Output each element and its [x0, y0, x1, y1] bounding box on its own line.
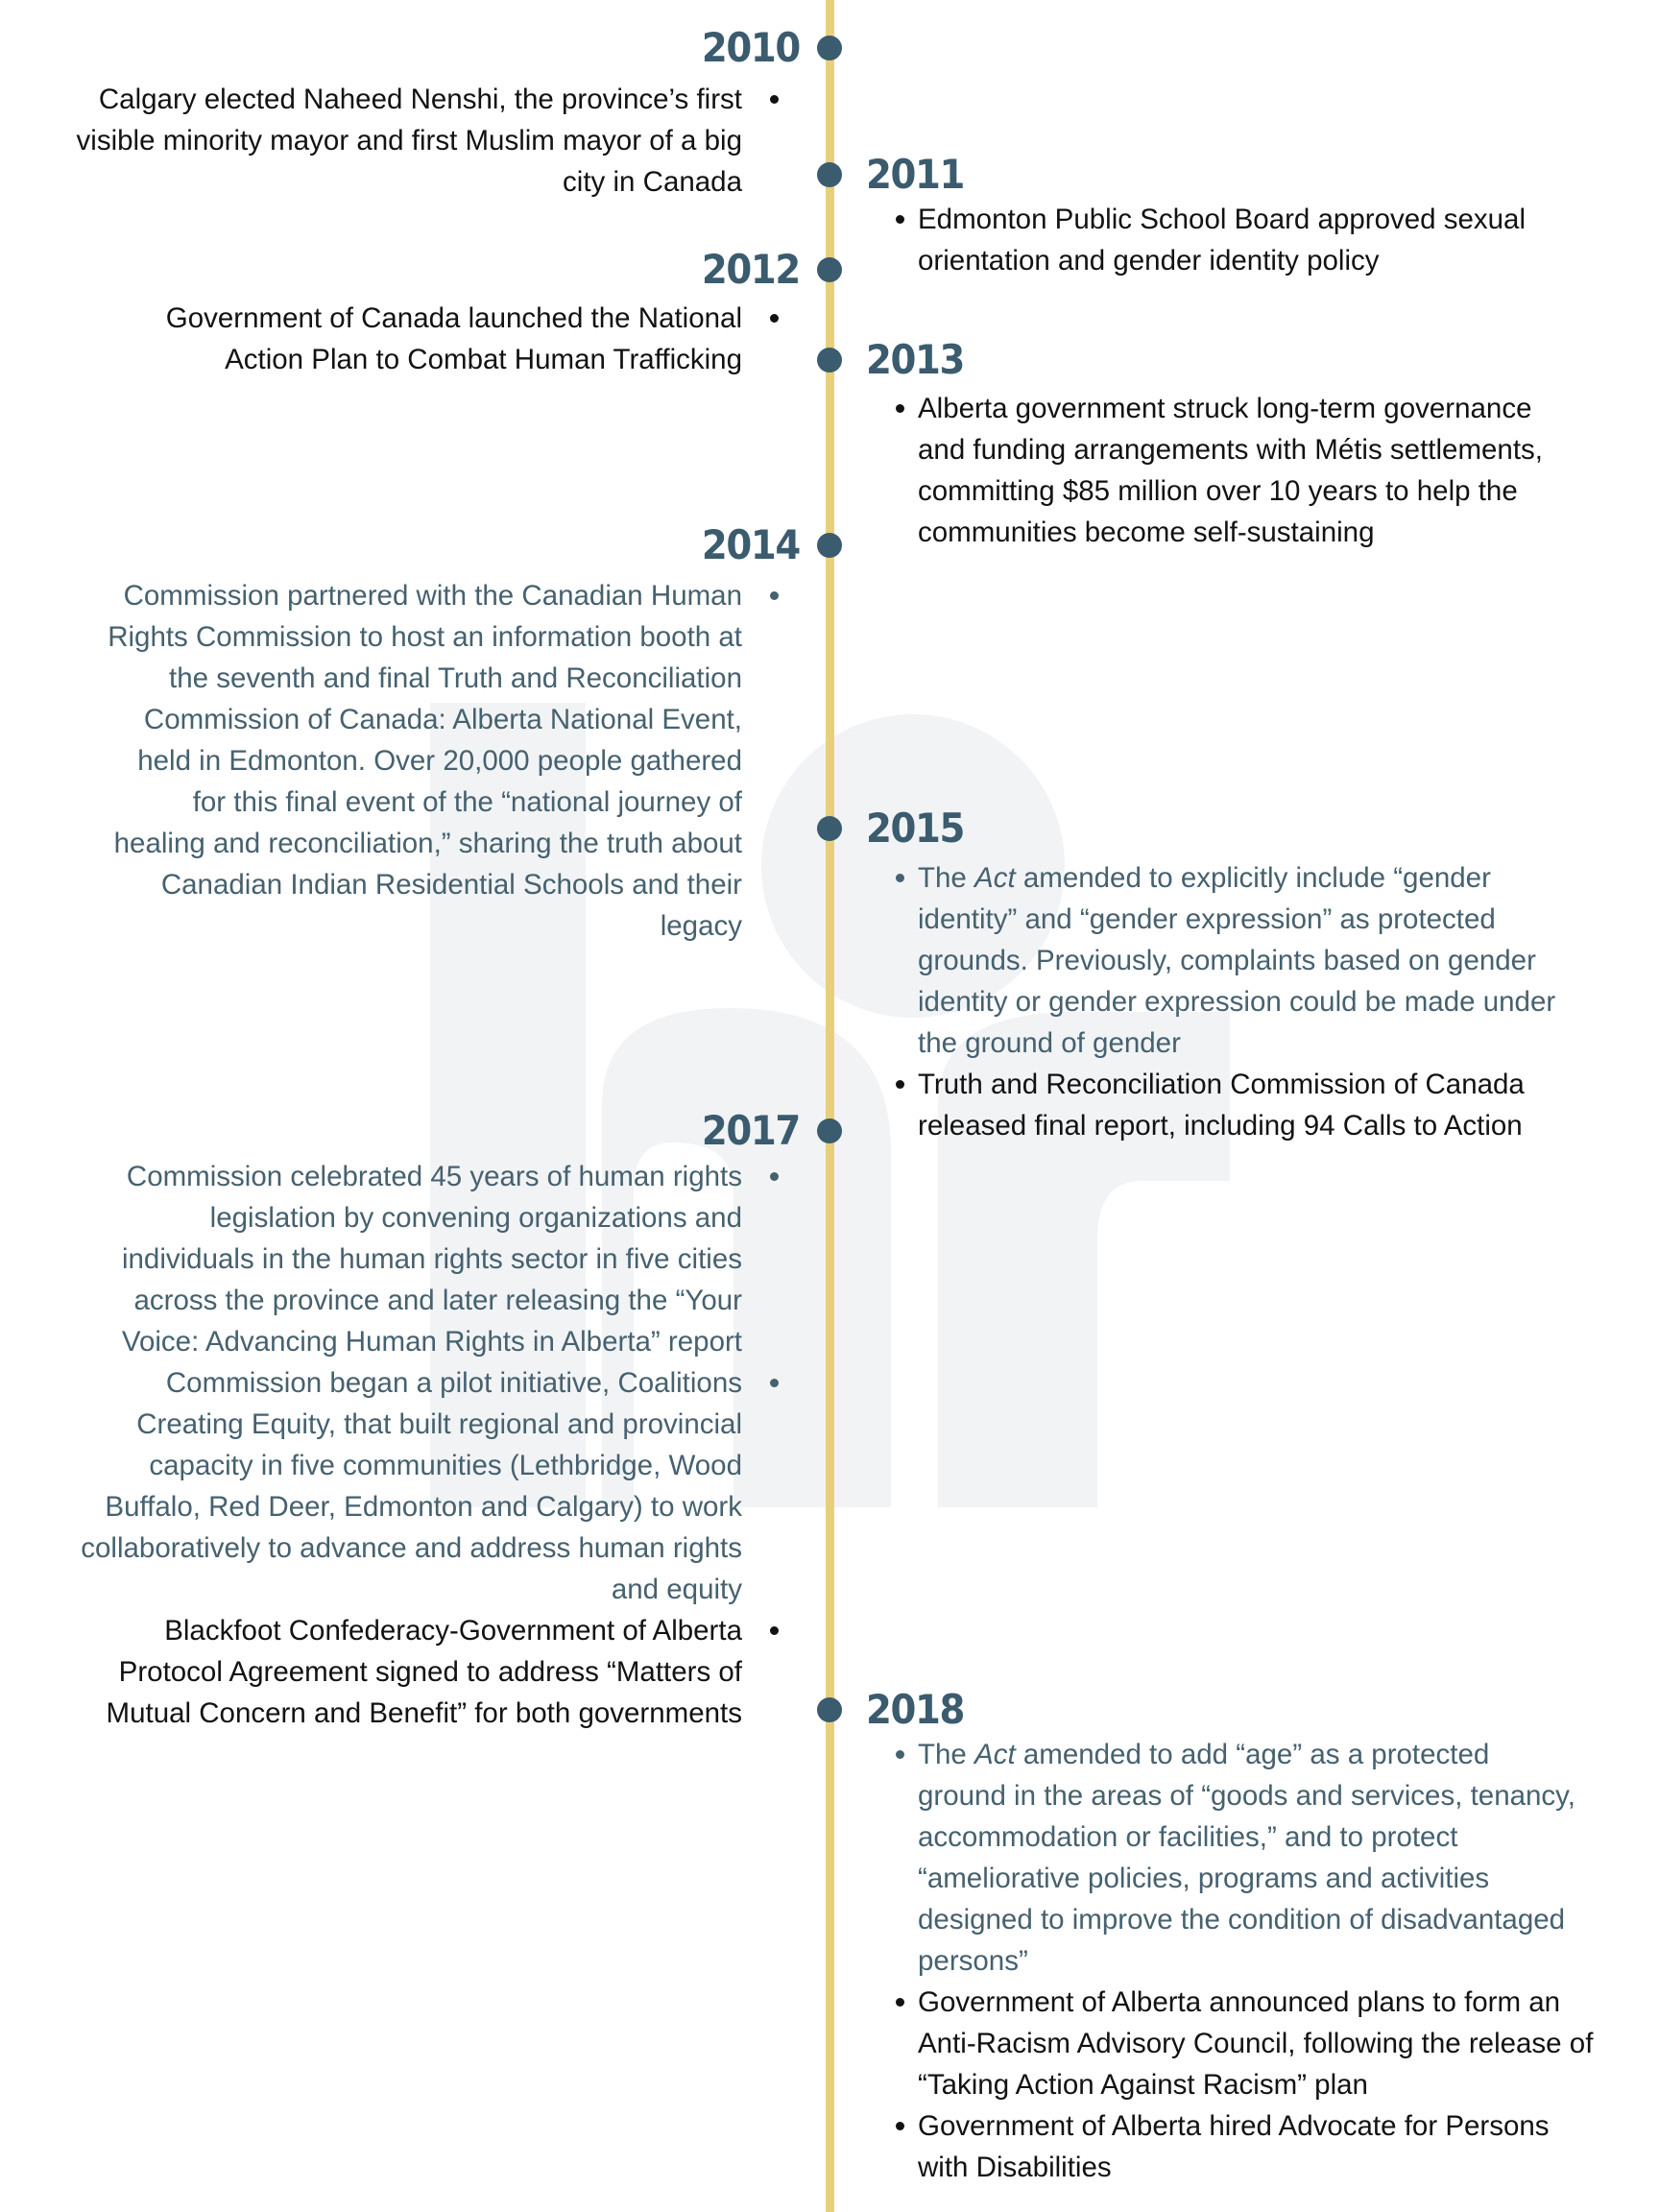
event-text-line: accommodation or facilities,” and to protect [918, 1821, 1458, 1853]
event-list [12, 1156, 742, 1734]
event-text-line: the seventh and final Truth and Reconciliation [169, 662, 742, 694]
bullet-icon [896, 1080, 904, 1089]
event-text-line: for this final event of the “national journey of [192, 786, 742, 818]
timeline-axis [826, 0, 834, 2212]
event-item [918, 2105, 1647, 2188]
event-text-line: The Act amended to explicitly include “gender [918, 862, 1491, 894]
event-text-line: Mutual Concern and Benefit” for both governments [106, 1697, 742, 1729]
year-label: 2013 [866, 336, 965, 383]
event-item [918, 388, 1647, 553]
event-text-line: collaboratively to advance and address human rights [81, 1532, 742, 1564]
event-text-line: “Taking Action Against Racism” plan [918, 2069, 1368, 2101]
event-list [918, 388, 1647, 553]
event-text-line: committing $85 million over 10 years to help the [918, 475, 1518, 507]
bullet-icon [896, 1750, 904, 1759]
event-text-line: Voice: Advancing Human Rights in Alberta” report [121, 1326, 742, 1358]
timeline-marker [817, 257, 842, 282]
event-text-line: identity” and “gender expression” as protected [918, 903, 1496, 935]
bullet-icon [896, 874, 904, 882]
event-item [12, 1362, 742, 1610]
event-text-line: the ground of gender [918, 1027, 1181, 1059]
event-text-line: Government of Alberta announced plans to form an [918, 1986, 1561, 2018]
event-item [12, 1610, 742, 1734]
event-text-line: held in Edmonton. Over 20,000 people gathered [137, 745, 742, 777]
event-text-line: ground in the areas of “goods and services, tenancy, [918, 1780, 1575, 1812]
timeline-marker [817, 533, 842, 558]
bullet-icon [770, 591, 779, 600]
event-list [12, 575, 742, 947]
italic-title: Act [974, 1739, 1016, 1770]
year-label: 2015 [866, 805, 965, 852]
event-text-line: Alberta government struck long-term governance [918, 393, 1532, 424]
event-item [12, 298, 742, 380]
event-item [12, 1156, 742, 1362]
event-list [12, 298, 742, 380]
event-text-line: Blackfoot Confederacy-Government of Alberta [164, 1615, 742, 1647]
event-text-line: identity or gender expression could be made under [918, 986, 1556, 1018]
event-text-line: individuals in the human rights sector in five cities [121, 1243, 742, 1275]
bullet-icon [896, 2122, 904, 2130]
event-text-line: legacy [660, 910, 742, 942]
event-list [918, 857, 1647, 1146]
timeline-marker [817, 1697, 842, 1722]
event-text-line: communities become self-sustaining [918, 517, 1375, 548]
event-list [918, 199, 1647, 281]
bullet-icon [896, 215, 904, 224]
bullet-icon [770, 1626, 779, 1635]
event-item [12, 79, 742, 203]
event-text-line: across the province and later releasing the “Your [133, 1285, 742, 1316]
event-text-line: Protocol Agreement signed to address “Matters of [118, 1656, 742, 1688]
event-text-line: healing and reconciliation,” sharing the truth about [113, 828, 742, 859]
year-label: 2010 [701, 24, 800, 71]
event-text-line: Commission of Canada: Alberta National Event, [143, 704, 742, 735]
bullet-icon [770, 314, 779, 323]
event-text-line: “ameliorative policies, programs and activities [918, 1863, 1490, 1894]
event-text-line: Calgary elected Naheed Nenshi, the province’s first [98, 84, 742, 115]
timeline-marker [817, 36, 842, 60]
event-text-line: released final report, including 94 Calls to Action [918, 1110, 1523, 1142]
event-text-line: Truth and Reconciliation Commission of Canada [918, 1069, 1525, 1100]
event-text-line: and funding arrangements with Métis settlements, [918, 434, 1543, 466]
timeline-marker [817, 348, 842, 373]
event-text-line: legislation by convening organizations and [209, 1202, 742, 1234]
event-text-line: city in Canada [563, 166, 742, 198]
event-text-line: Commission celebrated 45 years of human rights [126, 1161, 742, 1192]
bullet-icon [896, 1998, 904, 2007]
event-text-line: Edmonton Public School Board approved sexual [918, 204, 1527, 235]
timeline-marker [817, 162, 842, 187]
event-text-line: Rights Commission to host an information booth at [108, 621, 742, 653]
event-list [12, 79, 742, 203]
event-text-line: Buffalo, Red Deer, Edmonton and Calgary) to work [105, 1491, 742, 1523]
bullet-icon [770, 1379, 779, 1387]
year-label: 2017 [701, 1107, 800, 1154]
event-text-line: orientation and gender identity policy [918, 245, 1380, 276]
event-item [918, 1064, 1647, 1146]
bullet-icon [896, 404, 904, 413]
event-text-line: Action Plan to Combat Human Trafficking [225, 344, 742, 375]
event-text-line: designed to improve the condition of disadvantaged [918, 1904, 1566, 1936]
event-item [918, 1982, 1647, 2105]
timeline-marker [817, 816, 842, 841]
italic-title: Act [974, 862, 1016, 894]
event-text-line: grounds. Previously, complaints based on gender [918, 945, 1536, 976]
year-label: 2011 [866, 151, 965, 198]
event-text-line: and equity [611, 1574, 742, 1605]
event-text-line: capacity in five communities (Lethbridge, Wood [149, 1450, 742, 1481]
bullet-icon [770, 95, 779, 104]
event-text-line: The Act amended to add “age” as a protected [918, 1739, 1490, 1770]
event-item [918, 857, 1647, 1064]
event-text-line: Commission partnered with the Canadian Human [123, 580, 742, 612]
year-label: 2018 [866, 1686, 965, 1733]
event-text-line: Government of Canada launched the National [165, 302, 742, 334]
event-item [918, 1734, 1647, 1982]
event-text-line: Commission began a pilot initiative, Coalitions [165, 1367, 742, 1399]
event-text-line: Canadian Indian Residential Schools and their [160, 869, 742, 901]
event-item [918, 199, 1647, 281]
timeline-marker [817, 1118, 842, 1143]
event-text-line: Creating Equity, that built regional and provincial [136, 1408, 742, 1440]
event-text-line: persons” [918, 1945, 1028, 1977]
event-text-line: Government of Alberta hired Advocate for Persons [918, 2110, 1550, 2142]
year-label: 2012 [701, 246, 800, 293]
event-text-line: with Disabilities [918, 2152, 1112, 2183]
event-item [12, 575, 742, 947]
bullet-icon [770, 1172, 779, 1181]
event-text-line: Anti-Racism Advisory Council, following the release of [918, 2028, 1594, 2059]
event-list [918, 1734, 1647, 2188]
year-label: 2014 [701, 521, 800, 568]
event-text-line: visible minority mayor and first Muslim mayor of a big [76, 125, 742, 156]
